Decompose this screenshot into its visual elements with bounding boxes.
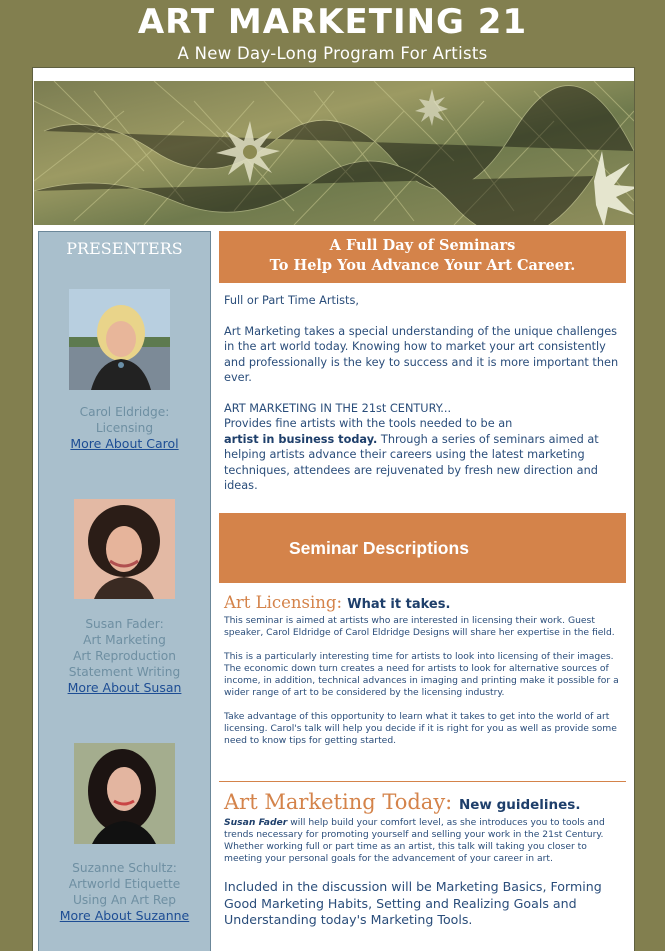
seminar-title-licensing: Art Licensing: What it takes. — [224, 593, 451, 612]
presenter-caption-susan — [39, 616, 210, 696]
seminar-description-licensing: This seminar is aimed at artists who are interested in licensing their work. Guest speaker, Carol Eldridge of Carol Eldridge Designs will share her expertise in the field. This is a particularly interesting time for artists to look into licensing of their images. The economic down turn creates a need for artists to look for alternative sources of income, in addition, technical advances in imaging and printing make it possible for a wider range of art to be considered by the licensing industry. Take advantage of this opportunity to learn what it takes to get into the world of art licensing. Carol's talk will help you decide if it is right for you as well as provide some need to know tips for getting started. — [224, 615, 619, 746]
intro-text — [224, 293, 624, 509]
more-about-susan-link[interactable]: More About Susan — [67, 680, 182, 695]
presenter-name-susan: Susan Fader: — [85, 617, 164, 631]
site-title: ART MARKETING 21 — [137, 2, 528, 42]
presenter-topic: Art Marketing — [83, 633, 166, 647]
banner-image — [34, 81, 634, 225]
site-subtitle: A New Day-Long Program For Artists — [177, 44, 488, 63]
emphasis-text: artist in business today. — [224, 432, 378, 446]
intro-paragraph-1: Art Marketing takes a special understanding of the unique challenges in the art world today. Knowing how to market your art consistently and professionally is the key to success and it is more important then ever. — [224, 324, 619, 384]
presenter-caption-carol — [39, 404, 210, 452]
seminar-descriptions-heading: Seminar Descriptions — [219, 513, 626, 583]
speaker-name: Susan Fader — [224, 817, 288, 828]
presenter-topic: Using An Art Rep — [72, 893, 177, 907]
presenter-topic: Statement Writing — [68, 665, 181, 679]
content-frame — [32, 67, 635, 951]
marketing-discussion-topics: Included in the discussion will be Marketing Basics, Forming Good Marketing Habits, Setting and Realizing Goals and Understanding today's Marketing Tools. — [224, 879, 602, 927]
seminars-heading-line1: A Full Day of Seminars — [329, 237, 516, 254]
intro-paragraph-2: ART MARKETING IN THE 21st CENTURY... Provides fine artists with the tools needed to be an artist in business today. Through a series of seminars aimed at helping artists advance their careers using the latest marketing techniques, attendees are rejuvenated by fresh new direction and ideas. — [224, 401, 599, 492]
seminars-heading-box — [219, 231, 626, 283]
more-about-suzanne-link[interactable]: More About Suzanne — [59, 908, 190, 923]
presenter-photo-susan — [74, 499, 175, 599]
presenters-heading: PRESENTERS — [66, 239, 183, 258]
presenter-name-carol: Carol Eldridge: — [79, 405, 170, 419]
presenter-caption-suzanne — [39, 860, 210, 924]
seminar-art-licensing — [224, 593, 624, 759]
program-name: ART MARKETING IN THE 21st CENTURY... — [224, 401, 452, 415]
section-divider — [219, 781, 626, 782]
seminars-heading-line2: To Help You Advance Your Art Career. — [269, 257, 576, 274]
seminar-title-marketing: Art Marketing Today: New guidelines. — [224, 790, 581, 814]
presenters-sidebar — [38, 231, 211, 951]
presenter-photo-suzanne — [74, 743, 175, 844]
presenter-name-suzanne: Suzanne Schultz: — [72, 861, 177, 875]
presenter-topic: Artworld Etiquette — [68, 877, 181, 891]
presenter-topic: Licensing — [95, 421, 154, 435]
seminar-art-marketing-today — [224, 790, 624, 929]
greeting: Full or Part Time Artists, — [224, 294, 359, 307]
presenter-topic: Art Reproduction — [73, 649, 176, 663]
presenter-photo-carol — [69, 289, 170, 390]
more-about-carol-link[interactable]: More About Carol — [70, 436, 179, 451]
seminar-description-marketing: Susan Fader will help build your comfort level, as she introduces you to tools and trends necessary for promoting yourself and selling your work in the 21st Century. Whether working full or part time as an artist, this talk will taking you closer to meeting your personal goals for the advancement of your career in art. — [224, 817, 605, 864]
